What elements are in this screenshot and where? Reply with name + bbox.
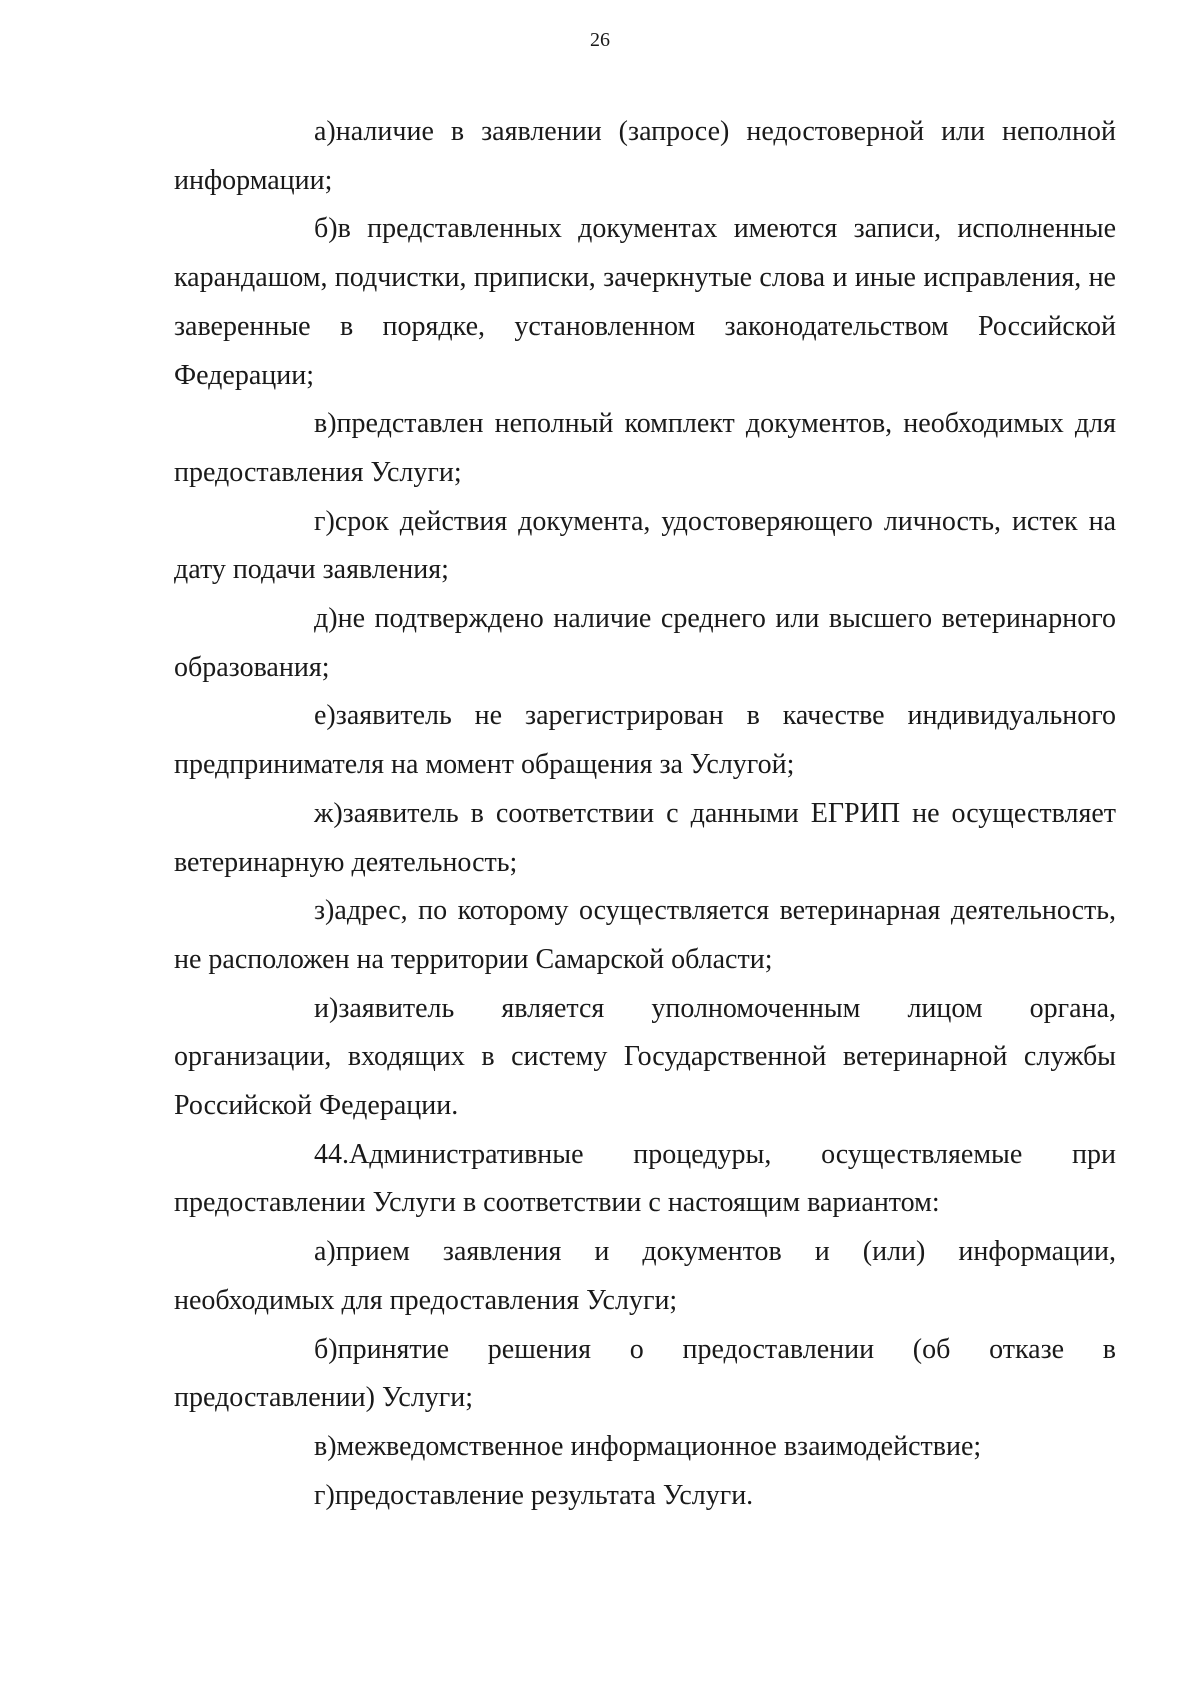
paragraph-v <box>174 400 1116 497</box>
paragraph-marker: в) <box>314 408 337 440</box>
paragraph-marker: г) <box>314 505 335 537</box>
paragraph-text: не подтверждено наличие среднего или высшего ветеринарного образования; <box>174 603 1116 683</box>
paragraph-text: межведомственное информационное взаимодействие; <box>336 1430 982 1462</box>
paragraph-i <box>174 985 1116 1131</box>
paragraph-44-b <box>174 1326 1116 1423</box>
paragraph-marker: ж) <box>314 797 343 829</box>
paragraph-g <box>174 498 1116 595</box>
paragraph-text: в представленных документах имеются записи, исполненные карандашом, подчистки, приписки, зачеркнутые слова и иные исправления, не заверенные в порядке, установленном законодательством Российской Федерации; <box>174 213 1116 391</box>
paragraph-d <box>174 595 1116 692</box>
paragraph-text: прием заявления и документов и (или) информации, необходимых для предоставления Услуги; <box>174 1236 1116 1316</box>
paragraph-text: наличие в заявлении (запросе) недостоверной или неполной информации; <box>174 116 1116 196</box>
document-body <box>174 108 1116 1520</box>
paragraph-text: Административные процедуры, осуществляемые при предоставлении Услуги в соответствии с настоящим вариантом: <box>174 1138 1116 1219</box>
paragraph-text: заявитель является уполномоченным лицом органа, организации, входящих в систему Государственной ветеринарной службы Российской Федерации. <box>174 992 1116 1122</box>
paragraph-marker: г) <box>314 1479 335 1511</box>
paragraph-text: представлен неполный комплект документов, необходимых для предоставления Услуги; <box>174 408 1116 488</box>
paragraph-zh <box>174 790 1116 887</box>
paragraph-e <box>174 692 1116 789</box>
paragraph-text: заявитель в соответствии с данными ЕГРИП не осуществляет ветеринарную деятельность; <box>174 797 1116 878</box>
paragraph-marker: д) <box>314 603 338 635</box>
paragraph-marker: 44. <box>314 1138 349 1170</box>
paragraph-text: срок действия документа, удостоверяющего личность, истек на дату подачи заявления; <box>174 505 1116 586</box>
paragraph-44-g <box>174 1472 1116 1521</box>
paragraph-text: адрес, по которому осуществляется ветеринарная деятельность, не расположен на территории Самарской области; <box>174 895 1116 975</box>
paragraph-marker: в) <box>314 1430 337 1462</box>
paragraph-marker: и) <box>314 992 339 1024</box>
paragraph-marker: е) <box>314 700 336 732</box>
paragraph-marker: б) <box>314 213 338 245</box>
paragraph-marker: а) <box>314 1236 336 1268</box>
paragraph-44-v <box>174 1423 1116 1472</box>
paragraph-a <box>174 108 1116 205</box>
paragraph-z <box>174 887 1116 984</box>
paragraph-b <box>174 205 1116 400</box>
paragraph-44 <box>174 1131 1116 1228</box>
paragraph-marker: б) <box>314 1333 338 1365</box>
paragraph-marker: з) <box>314 895 335 927</box>
paragraph-marker: а) <box>314 116 336 147</box>
page-number: 26 <box>590 29 610 51</box>
paragraph-text: предоставление результата Услуги. <box>334 1479 754 1511</box>
paragraph-44-a <box>174 1228 1116 1325</box>
paragraph-text: принятие решения о предоставлении (об отказе в предоставлении) Услуги; <box>174 1333 1116 1414</box>
paragraph-text: заявитель не зарегистрирован в качестве индивидуального предпринимателя на момент обращения за Услугой; <box>174 700 1116 781</box>
